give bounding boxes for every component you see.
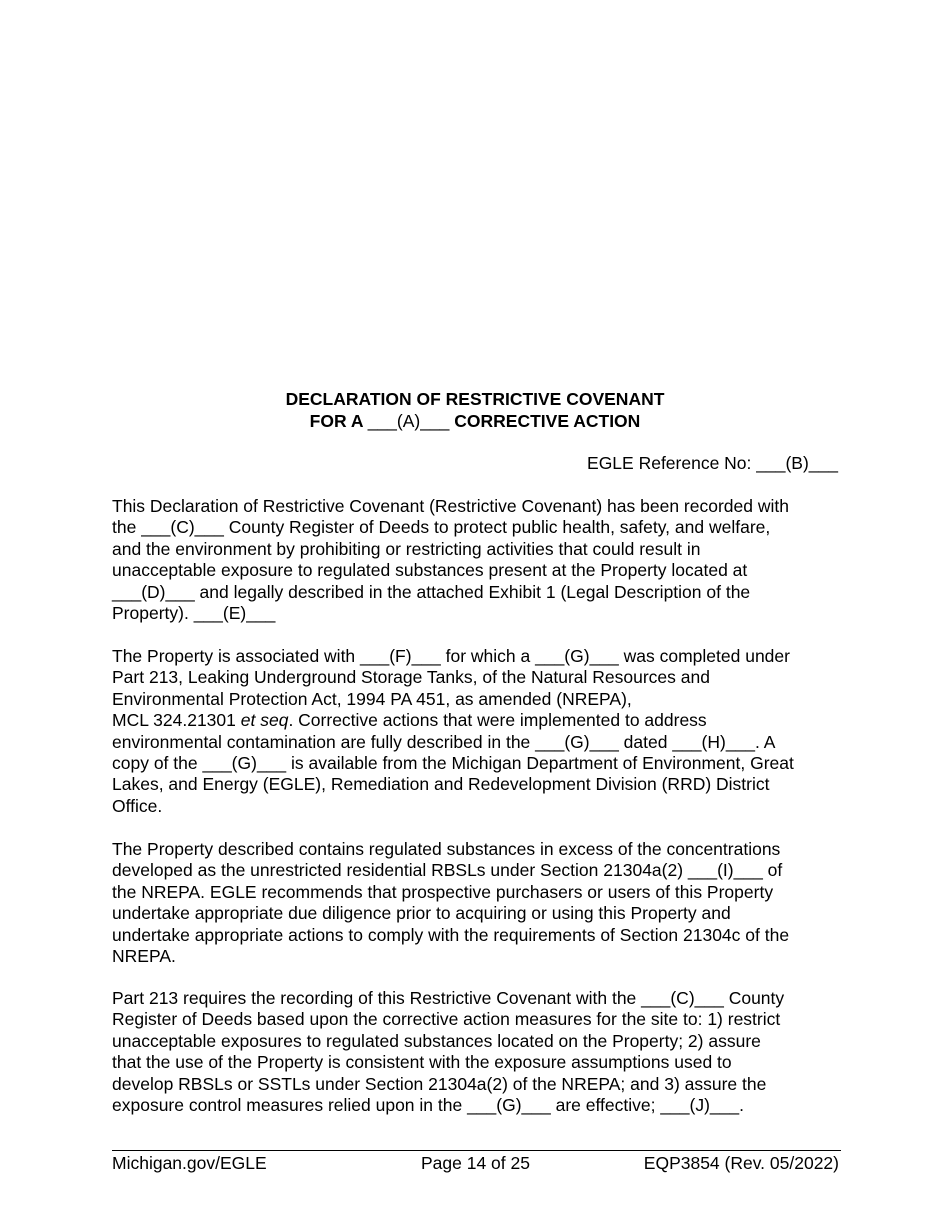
text-line: Part 213, Leaking Underground Storage Tanks, of the Natural Resources and <box>112 667 710 688</box>
paragraph-declaration <box>112 496 842 624</box>
text-line: developed as the unrestricted residential RBSLs under Section 21304a(2) ___(I)___ of <box>112 860 783 881</box>
reference-number: EGLE Reference No: ___(B)___ <box>587 453 838 473</box>
text-line: unacceptable exposure to regulated substances present at the Property located at <box>112 560 748 581</box>
text-line: Property). ___(E)___ <box>112 603 276 624</box>
text-line: Register of Deeds based upon the corrective action measures for the site to: 1) restrict <box>112 1009 781 1030</box>
footer-website: Michigan.gov/EGLE <box>112 1153 267 1173</box>
text-line: copy of the ___(G)___ is available from the Michigan Department of Environment, Great <box>112 753 794 774</box>
text-line: ___(D)___ and legally described in the attached Exhibit 1 (Legal Description of the <box>112 581 751 602</box>
text-line: environmental contamination are fully described in the ___(G)___ dated ___(H)___. A <box>112 731 776 752</box>
text-line: unacceptable exposures to regulated substances located on the Property; 2) assure <box>112 1030 761 1051</box>
text-line: that the use of the Property is consistent with the exposure assumptions used to <box>112 1052 732 1073</box>
text-line: develop RBSLs or SSTLs under Section 21304a(2) of the NREPA; and 3) assure the <box>112 1073 767 1094</box>
text-line: the NREPA. EGLE recommends that prospective purchasers or users of this Property <box>112 881 774 902</box>
text-fragment: MCL 324.21301 <box>112 710 241 731</box>
text-line: exposure control measures relied upon in the ___(G)___ are effective; ___(J)___. <box>112 1095 744 1116</box>
paragraph-association <box>112 646 842 817</box>
footer-divider <box>112 1150 841 1151</box>
text-line: and the environment by prohibiting or restricting activities that could result in <box>112 538 701 559</box>
text-fragment: . Corrective actions that were implemented to address <box>288 710 707 731</box>
text-line: The Property is associated with ___(F)___ for which a ___(G)___ was completed under <box>112 646 790 666</box>
text-line: The Property described contains regulated substances in excess of the concentrations <box>112 839 781 859</box>
text-line: Office. <box>112 795 163 816</box>
blank-a: ___(A)___ <box>367 411 450 431</box>
text-line: NREPA. <box>112 946 176 967</box>
text-line: undertake appropriate due diligence prior to acquiring or using this Property and <box>112 903 731 924</box>
italic-et-seq: et seq <box>240 710 289 731</box>
text-line <box>112 710 707 730</box>
footer-form-number: EQP3854 (Rev. 05/2022) <box>643 1153 839 1173</box>
text-line: Lakes, and Energy (EGLE), Remediation and Redevelopment Division (RRD) District <box>112 774 770 795</box>
title-line-1: DECLARATION OF RESTRICTIVE COVENANT <box>285 389 665 409</box>
document-title <box>112 388 838 432</box>
text-line: Part 213 requires the recording of this Restrictive Covenant with the ___(C)___ County <box>112 988 785 1008</box>
paragraph-part-213 <box>112 988 842 1116</box>
text-line: the ___(C)___ County Register of Deeds to protect public health, safety, and welfare, <box>112 517 771 538</box>
text-line: Environmental Protection Act, 1994 PA 451, as amended (NREPA), <box>112 688 632 709</box>
text-line: undertake appropriate actions to comply with the requirements of Section 21304c of the <box>112 924 790 945</box>
title-line-2-prefix: FOR A <box>309 411 368 431</box>
title-line-2 <box>112 410 838 432</box>
title-line-2-suffix: CORRECTIVE ACTION <box>449 411 641 431</box>
footer-page-number: Page 14 of 25 <box>421 1153 530 1173</box>
text-line: This Declaration of Restrictive Covenant (Restrictive Covenant) has been recorded with <box>112 496 789 516</box>
paragraph-regulated-substances <box>112 839 842 967</box>
